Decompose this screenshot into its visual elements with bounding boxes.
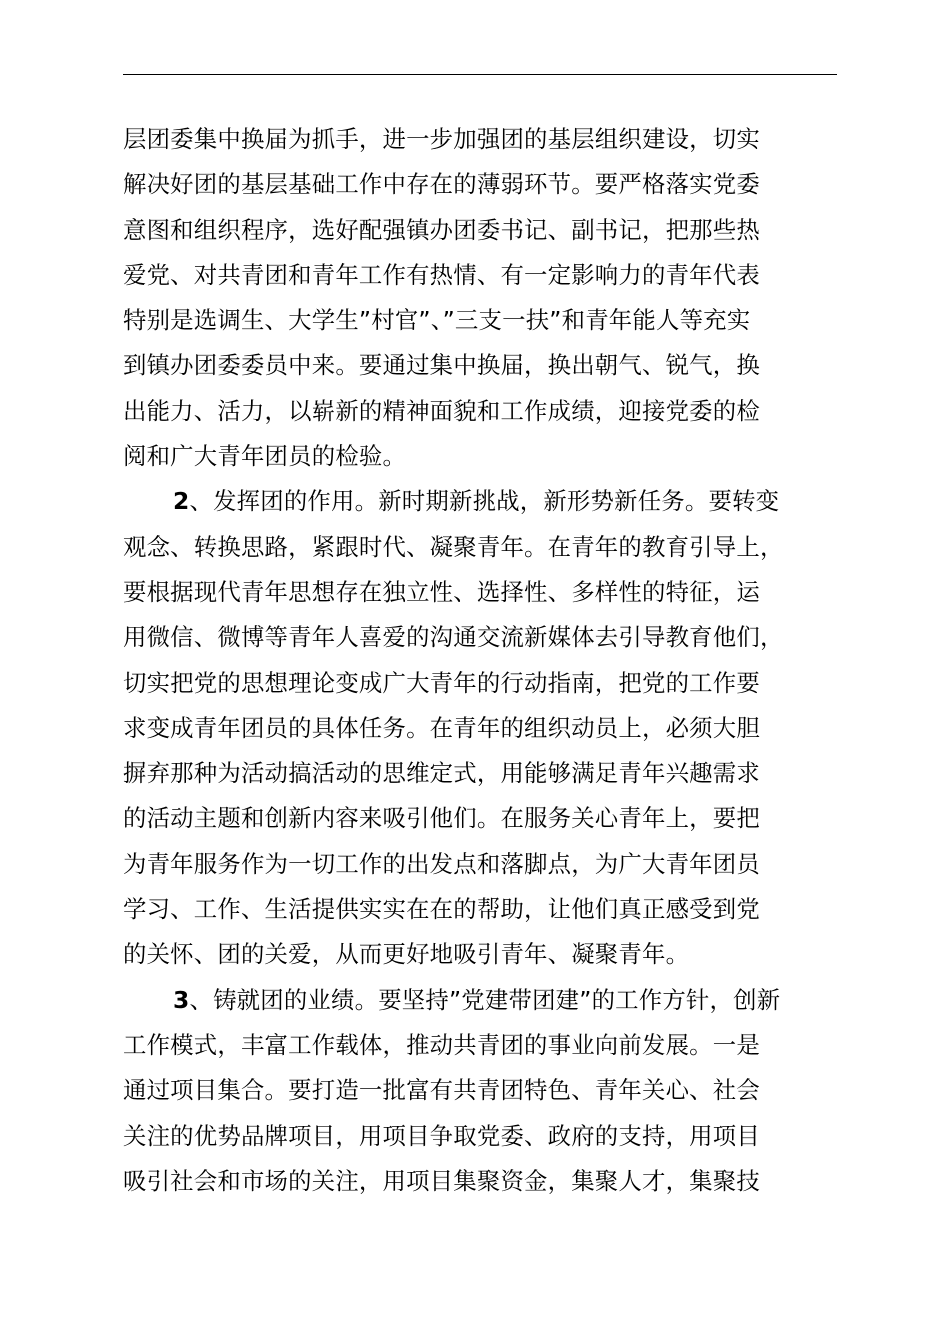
text-line: 阅和广大青年团员的检验。 — [123, 442, 407, 471]
text-line: 为青年服务作为一切工作的出发点和落脚点，为广大青年团员 — [123, 849, 760, 878]
body-text — [123, 117, 859, 1204]
text-line: 吸引社会和市场的关注，用项目集聚资金，集聚人才，集聚技 — [123, 1166, 760, 1195]
text-line: 学习、工作、生活提供实实在在的帮助，让他们真正感受到党 — [123, 895, 760, 924]
text-line: 通过项目集合。要打造一批富有共青团特色、青年关心、社会 — [123, 1076, 760, 1105]
section-3-heading-line — [123, 978, 859, 1023]
text-line: 意图和组织程序，选好配强镇办团委书记、副书记，把那些热 — [123, 215, 760, 244]
text-line: 到镇办团委委员中来。要通过集中换届，换出朝气、锐气，换 — [123, 351, 760, 380]
text-line: 摒弃那种为活动搞活动的思维定式，用能够满足青年兴趣需求 — [123, 759, 760, 788]
text-line: 爱党、对共青团和青年工作有热情、有一定影响力的青年代表 — [123, 260, 760, 289]
section-2-number: 2 — [173, 487, 190, 516]
text-line: 要根据现代青年思想存在独立性、选择性、多样性的特征，运 — [123, 577, 760, 606]
text-line: 切实把党的思想理论变成广大青年的行动指南，把党的工作要 — [123, 668, 760, 697]
text-line: 求变成青年团员的具体任务。在青年的组织动员上，必须大胆 — [123, 713, 760, 742]
text-line: 出能力、活力，以崭新的精神面貌和工作成绩，迎接党委的检 — [123, 396, 760, 425]
text-line: 工作模式，丰富工作载体，推动共青团的事业向前发展。一是 — [123, 1030, 760, 1059]
section-3-number: 3 — [173, 985, 190, 1014]
text-line: 的关怀、团的关爱，从而更好地吸引青年、凝聚青年。 — [123, 940, 690, 969]
text-line: 的活动主题和创新内容来吸引他们。在服务关心青年上，要把 — [123, 804, 760, 833]
section-2-heading-line — [123, 479, 859, 524]
text-line: 观念、转换思路，紧跟时代、凝聚青年。在青年的教育引导上， — [123, 532, 784, 561]
text-line: 层团委集中换届为抓手，进一步加强团的基层组织建设，切实 — [123, 125, 760, 153]
section-3-first-line: 、铸就团的业绩。要坚持”党建带团建”的工作方针，创新 — [189, 985, 781, 1014]
header-rule — [123, 74, 837, 75]
text-line: 特别是选调生、大学生”村官”、”三支一扶”和青年能人等充实 — [123, 306, 751, 335]
text-line: 关注的优势品牌项目，用项目争取党委、政府的支持，用项目 — [123, 1121, 760, 1150]
text-line: 用微信、微博等青年人喜爱的沟通交流新媒体去引导教育他们， — [123, 623, 784, 652]
section-2-first-line: 、发挥团的作用。新时期新挑战，新形势新任务。要转变 — [189, 487, 780, 516]
text-line: 解决好团的基层基础工作中存在的薄弱环节。要严格落实党委 — [123, 170, 760, 199]
